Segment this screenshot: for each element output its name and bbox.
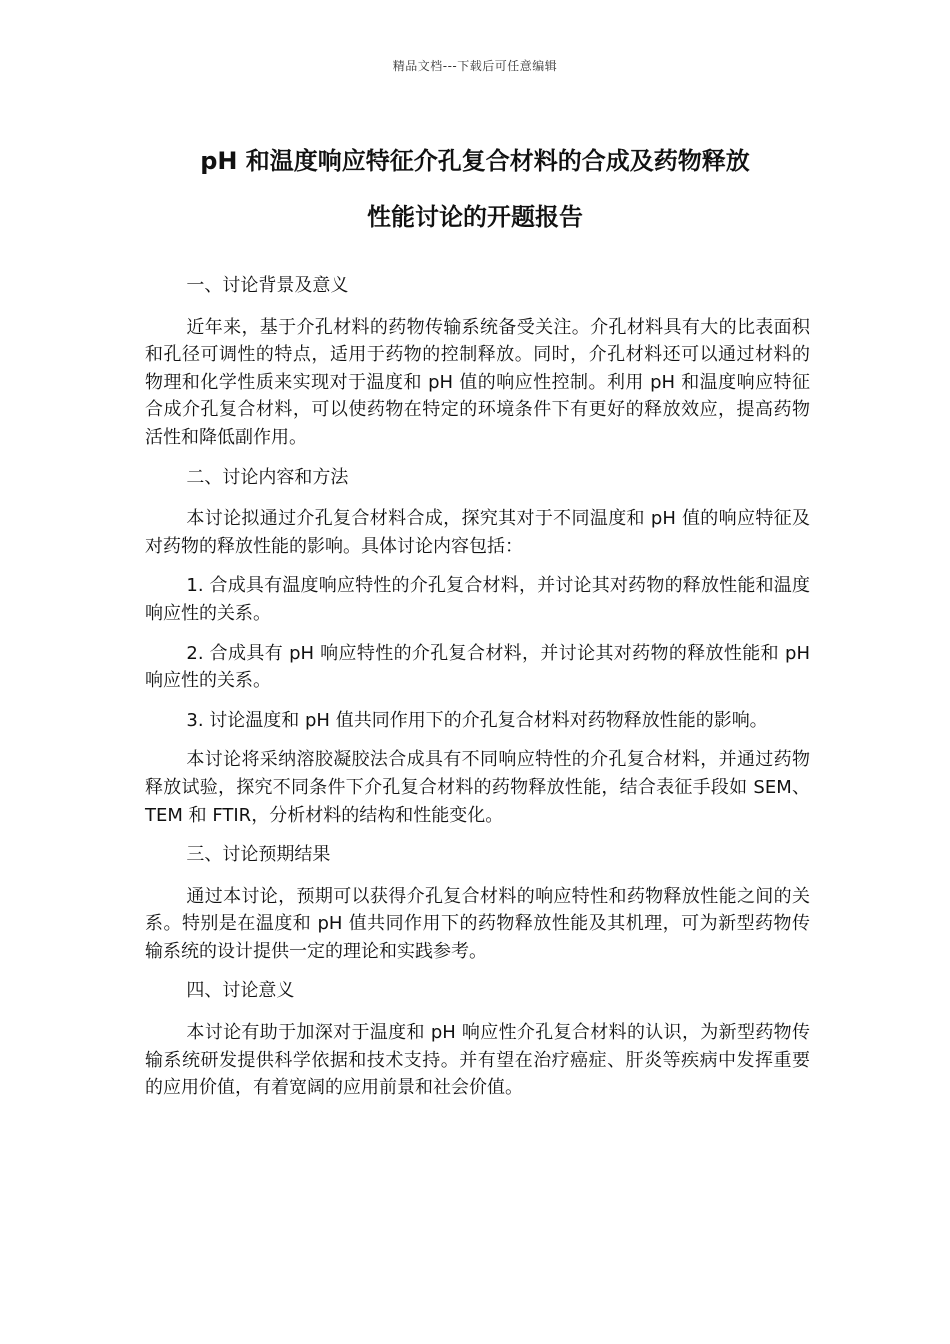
paragraph-significance: 本讨论有助于加深对于温度和 pH 响应性介孔复合材料的认识，为新型药物传输系统研发提供科学依据和技术支持。并有望在治疗癌症、肝炎等疾病中发挥重要的应用价值，有着宽阔的应用前景和社会价值。 [145,1022,810,1099]
section-heading-significance: 四、讨论意义 [186,980,295,1002]
paragraph-methods: 本讨论将采纳溶胶凝胶法合成具有不同响应特性的介孔复合材料，并通过药物释放试验，探究不同条件下介孔复合材料的药物释放性能，结合表征手段如 SEM、TEM 和 FTIR，分析材料的结构和性能变化。 [145,749,810,826]
list-item-1: 1. 合成具有温度响应特性的介孔复合材料，并讨论其对药物的释放性能和温度响应性的关系。 [145,575,810,624]
section-heading-background: 一、讨论背景及意义 [186,275,349,296]
section-heading-content-methods: 二、讨论内容和方法 [186,466,349,488]
section-heading-expected-results: 三、讨论预期结果 [186,844,331,866]
title-line-2: 性能讨论的开题报告 [367,203,583,231]
list-item-3: 3. 讨论温度和 pH 值共同作用下的介孔复合材料对药物释放性能的影响。 [186,709,768,731]
document-title [120,133,830,245]
list-item-2: 2. 合成具有 pH 响应特性的介孔复合材料，并讨论其对药物的释放性能和 pH 响应性的关系。 [145,642,810,692]
title-line-1: pH 和温度响应特征介孔复合材料的合成及药物释放 [200,147,750,175]
document-body [145,272,810,1114]
header-note: 精品文档---下载后可任意编辑 [392,59,558,73]
paragraph-expected-results: 通过本讨论，预期可以获得介孔复合材料的响应特性和药物释放性能之间的关系。特别是在温度和 pH 值共同作用下的药物释放性能及其机理，可为新型药物传输系统的设计提供一定的理论和实践参考。 [145,885,810,962]
paragraph-background: 近年来，基于介孔材料的药物传输系统备受关注。介孔材料具有大的比表面积和孔径可调性的特点，适用于药物的控制释放。同时，介孔材料还可以通过材料的物理和化学性质来实现对于温度和 pH 值的响应性控制。利用 pH 和温度响应特征合成介孔复合材料，可以使药物在特定的环境条件下有更好的释放效应，提高药物活性和降低副作用。 [145,316,810,448]
paragraph-content-intro: 本讨论拟通过介孔复合材料合成，探究其对于不同温度和 pH 值的响应特征及对药物的释放性能的影响。具体讨论内容包括： [145,508,810,557]
